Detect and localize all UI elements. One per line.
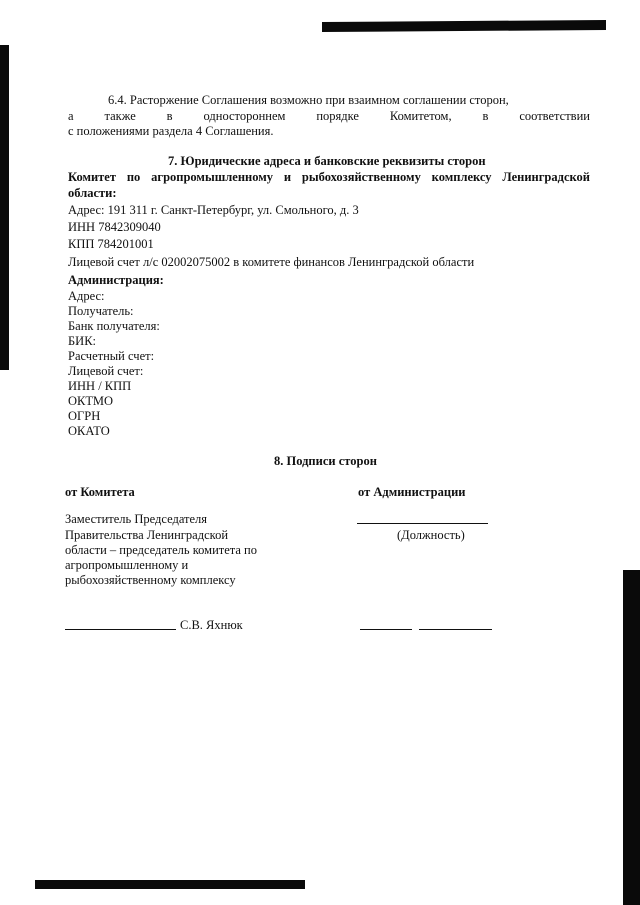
paragraph-6-4-line1: 6.4. Расторжение Соглашения возможно при взаимном соглашении сторон, xyxy=(108,93,509,107)
scan-edge-top xyxy=(322,20,606,32)
section-7-heading: 7. Юридические адреса и банковские реквизиты сторон xyxy=(168,154,486,168)
word: и xyxy=(283,170,292,184)
word: по xyxy=(126,170,141,184)
left-position-line1: Заместитель Председателя xyxy=(65,512,208,526)
committee-kpp: КПП 784201001 xyxy=(68,237,154,251)
right-position-caption: (Должность) xyxy=(397,528,465,542)
word: рыбохозяйственному xyxy=(301,170,421,184)
admin-field-bank: Банк получателя: xyxy=(68,319,160,333)
word: комплексу xyxy=(431,170,492,184)
right-signature-line xyxy=(360,629,412,630)
right-position-line xyxy=(357,523,488,524)
word: соответствии xyxy=(519,109,590,123)
word: Комитетом, xyxy=(389,109,452,123)
word: в xyxy=(166,109,173,123)
word: одностороннем xyxy=(203,109,286,123)
left-position-line2: Правительства Ленинградской xyxy=(65,528,229,542)
left-signatory-name: С.В. Яхнюк xyxy=(180,618,243,632)
section-8-heading: 8. Подписи сторон xyxy=(274,454,377,468)
admin-field-personal-account: Лицевой счет: xyxy=(68,364,144,378)
admin-field-inn-kpp: ИНН / КПП xyxy=(68,379,132,393)
word: порядке xyxy=(316,109,359,123)
word: а xyxy=(68,109,74,123)
admin-field-settlement-account: Расчетный счет: xyxy=(68,349,155,363)
scan-edge-left xyxy=(0,45,9,370)
scan-edge-right xyxy=(623,570,640,905)
left-signature-line xyxy=(65,629,176,630)
word: также xyxy=(104,109,136,123)
signatory-left-header: от Комитета xyxy=(65,485,135,499)
paragraph-6-4-line2 xyxy=(68,109,590,124)
signatory-right-header: от Администрации xyxy=(358,485,466,499)
admin-field-okato: ОКАТО xyxy=(68,424,110,438)
paragraph-6-4-line3: с положениями раздела 4 Соглашения. xyxy=(68,124,274,138)
word: в xyxy=(482,109,489,123)
admin-field-recipient: Получатель: xyxy=(68,304,134,318)
scan-edge-bottom xyxy=(35,880,305,889)
committee-inn: ИНН 7842309040 xyxy=(68,220,161,234)
word: Ленинградской xyxy=(502,170,590,184)
committee-account: Лицевой счет л/с 02002075002 в комитете финансов Ленинградской области xyxy=(68,255,475,269)
admin-field-oktmo: ОКТМО xyxy=(68,394,113,408)
left-position-line4: агропромышленному и xyxy=(65,558,189,572)
committee-title-line2: области: xyxy=(68,186,117,200)
admin-field-ogrn: ОГРН xyxy=(68,409,101,423)
left-position-line5: рыбохозяйственному комплексу xyxy=(65,573,236,587)
committee-address: Адрес: 191 311 г. Санкт-Петербург, ул. Смольного, д. 3 xyxy=(68,203,359,217)
left-position-line3: области – председатель комитета по xyxy=(65,543,257,557)
committee-title-line1 xyxy=(68,170,590,185)
admin-field-address: Адрес: xyxy=(68,289,105,303)
administration-title: Администрация: xyxy=(68,273,164,287)
right-name-line xyxy=(419,629,492,630)
word: Комитет xyxy=(68,170,116,184)
admin-field-bik: БИК: xyxy=(68,334,97,348)
word: агропромышленному xyxy=(151,170,274,184)
